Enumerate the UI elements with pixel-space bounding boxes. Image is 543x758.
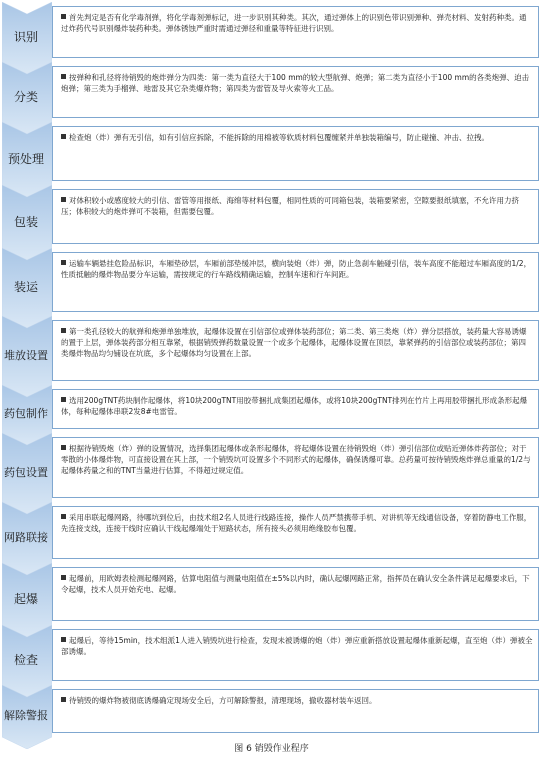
step-description-box — [52, 506, 539, 559]
step-description-box — [52, 567, 539, 621]
bullet-icon — [61, 260, 66, 265]
bullet-icon — [61, 397, 66, 402]
step-description-text: 采用串联起爆网路，待哪坑到位后，由技术组2名人员进行线路连接，操作人员严禁携带手机、对讲机等无线通信设备，穿着防静电工作服，先连接支线，连接干线时应确认干线起爆端处于短路状态，所有接头必须用绝缘胶布包覆。 — [61, 513, 532, 533]
step-description-box — [52, 389, 539, 429]
step-description-box — [52, 66, 539, 118]
step-description-box — [52, 6, 539, 58]
step-description-text: 按弹种和孔径将待销毁的炮炸弹分为四类：第一类为直径大于100 mm的较大型航弹、炮弹；第二类为直径小于100 mm的各类炮弹、迫击炮弹；第三类为手榴弹、地雷及其它杂类爆炸物；第四类为雷管及导火索等火工品。 — [61, 73, 530, 93]
bullet-icon — [61, 637, 66, 642]
process-step — [0, 62, 543, 122]
step-description-text: 起爆前，用欧姆表检测起爆网路，估算电阻值与测量电阻值在±5%以内时，确认起爆网路正常，指挥员在确认安全条件满足起爆要求后，下令起爆，技术人员开始充电、起爆。 — [61, 574, 530, 594]
step-label: 包装 — [13, 214, 38, 229]
process-step — [0, 502, 543, 563]
process-step — [0, 248, 543, 316]
step-description-text: 起爆后，等待15min，技术组派1人进入销毁坑进行检查，发现未被诱爆的炮（炸）弹应重新搭放设置起爆体重新起爆，直至炮（炸）弹被全部诱爆。 — [61, 636, 533, 656]
bullet-icon — [61, 575, 66, 580]
bullet-icon — [61, 328, 66, 333]
step-description-text: 根据待销毁炮（炸）弹的设置情况，选择集团起爆体或条形起爆体，将起爆体设置在待销毁炮（炸）弹引信部位或贴近弹体炸药部位；对于零散的小体爆炸物，可直接设置在其上部，一个销毁坑可设置多个不同形式的起爆体，确保诱爆可靠。总药量可按待销毁炮炸弹总重量的1/2与起爆体药量之和的TNT当量进行估算，不得超过规定值。 — [61, 444, 531, 475]
step-description — [61, 12, 533, 34]
step-description-box — [52, 189, 539, 244]
step-description-text: 待销毁的爆炸物被彻底诱爆确定现场安全后，方可解除警报，清理现场，撤收器材装车返回。 — [69, 696, 377, 705]
step-description-text: 选用200gTNT药块制作起爆体，将10块200gTNT用胶带捆扎成集团起爆体，或将10块200gTNT排列在竹片上再用胶带捆扎形成条形起爆体，每种起爆体串联2发8#电雷管。 — [61, 396, 528, 416]
step-label: 分类 — [13, 90, 38, 104]
process-step — [0, 122, 543, 185]
step-description-text: 对体积较小或感度较大的引信、雷管等用报纸、海绵等材料包覆，相同性质的可同箱包装，装箱要紧密，空隙要报纸填塞，不允许用力挤压；体积较大的炮炸弹可不装箱，但需要包覆。 — [61, 196, 519, 216]
step-label: 药包制作 — [4, 407, 48, 420]
step-description — [61, 326, 533, 359]
process-step — [0, 385, 543, 433]
step-label: 识别 — [13, 30, 38, 44]
step-description-box — [52, 689, 539, 733]
step-label: 检查 — [13, 653, 38, 667]
step-description-text: 第一类孔径较大的航弹和炮弹单独堆放，起爆体设置在引信部位或弹体装药部位；第二类、第三类炮（炸）弹分层搭放，装药量大容易诱爆的置于上层，弹体装药部分相互靠紧，根据销毁弹药数量设置一个或多个起爆体，起爆体设置在顶层，靠紧弹药的引信部位或装药部位；第四类爆炸物品均匀铺设在坑底，多个起爆体均匀设置在上部。 — [61, 327, 527, 358]
figure-caption: 图 6 销毁作业程序 — [234, 744, 309, 754]
step-description — [61, 512, 533, 534]
step-label: 堆放设置 — [4, 348, 48, 362]
bullet-icon — [61, 697, 66, 702]
step-description — [61, 195, 533, 217]
step-label: 药包设置 — [4, 465, 48, 479]
step-label: 起爆 — [13, 592, 38, 606]
bullet-icon — [61, 514, 66, 519]
step-description-box — [52, 126, 539, 181]
step-description — [61, 635, 533, 657]
bullet-icon — [61, 14, 66, 19]
step-label: 网路联接 — [4, 530, 48, 544]
process-step — [0, 433, 543, 502]
bullet-icon — [61, 134, 66, 139]
process-step — [0, 625, 543, 685]
process-step — [0, 316, 543, 385]
step-label: 装运 — [13, 280, 38, 294]
step-description-box — [52, 437, 539, 498]
step-label: 预处理 — [7, 151, 44, 166]
step-description — [61, 443, 533, 476]
process-step — [0, 563, 543, 625]
bullet-icon — [61, 74, 66, 79]
step-description-text: 运输车辆悬挂危险品标识，车厢垫砂层，车厢前部垫缓冲层，横向装炮（炸）弹，防止急刹车触碰引信，装车高度不能超过车厢高度的1/2，性质抵触的爆炸物品要分车运输，需按规定的行车路线精确运输，控制车速和行车间距。 — [61, 259, 532, 279]
step-description-text: 检查炮（炸）弹有无引信，如有引信应拆除，不能拆除的用棉被等软质材料包覆缠紧并单独装箱编号，防止碰撞、冲击、拉拽。 — [69, 133, 489, 142]
step-description — [61, 573, 533, 595]
step-description — [61, 132, 533, 143]
step-description — [61, 72, 533, 94]
process-step — [0, 685, 543, 737]
step-description — [61, 395, 533, 417]
step-description-box — [52, 629, 539, 681]
process-step — [0, 185, 543, 248]
process-step — [0, 2, 543, 62]
bullet-icon — [61, 445, 66, 450]
bullet-icon — [61, 197, 66, 202]
step-description-box — [52, 252, 539, 312]
step-description-text: 首先判定是否有化学毒剂弹，将化学毒剂弹标记，进一步识别其种类。其次，通过弹体上的识别色带识别弹种、弹壳材料、发射药种类。通过炸药代号识别爆炸装药种类。弹体锈蚀严重时需通过弹径和重量等特征进行识别。 — [61, 13, 527, 33]
step-label: 解除警报 — [4, 709, 48, 722]
step-description-box — [52, 320, 539, 381]
step-description — [61, 258, 533, 280]
step-description — [61, 695, 533, 706]
